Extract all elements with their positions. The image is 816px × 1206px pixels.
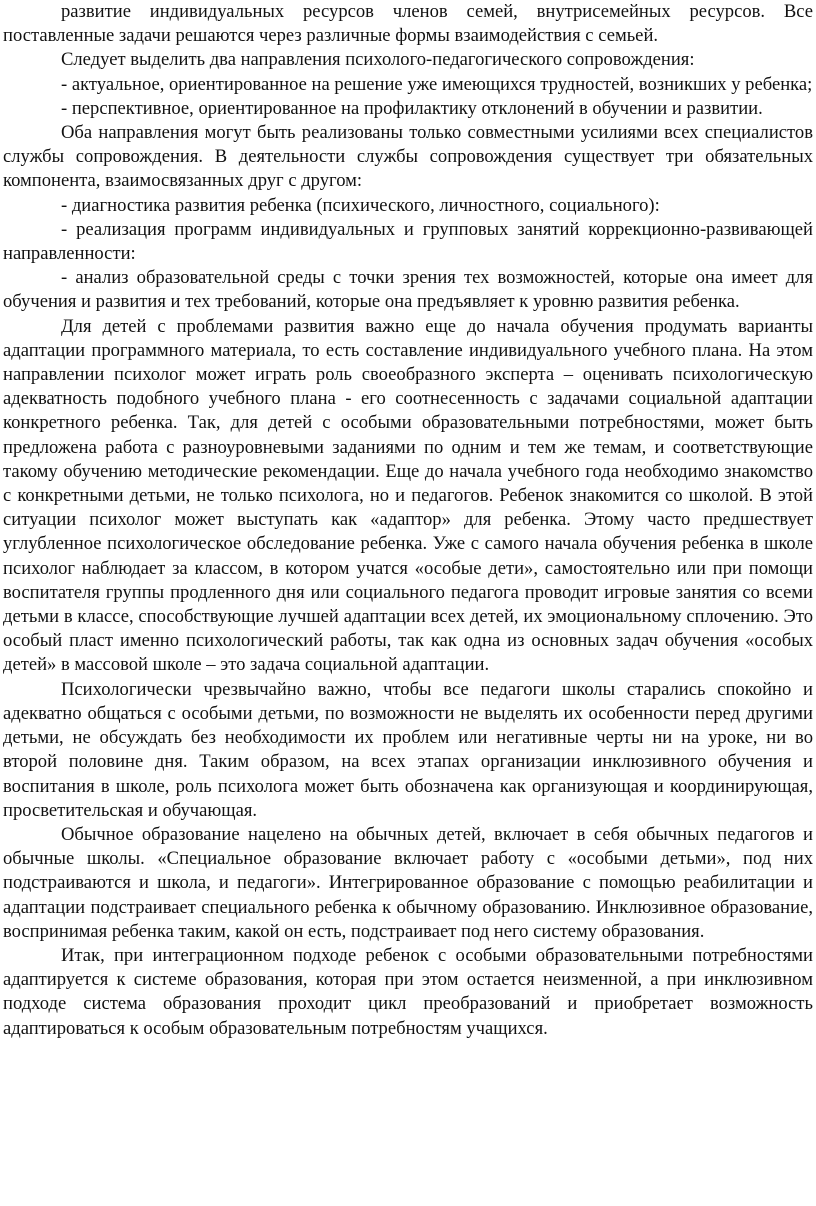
paragraph-12: Итак, при интеграционном подходе ребенок с особыми образовательными потребностями адаптируется к системе образования, которая при этом остается неизменной, а при инклюзивном подходе система образования проходит цикл преобразований и приобретает возможность адаптироваться к особым образовательным потребностям учащихся. (3, 944, 813, 1039)
paragraph-1: развитие индивидуальных ресурсов членов семей, внутрисемейных ресурсов. Все поставленные задачи решаются через различные формы взаимодействия с семьей. (3, 1, 813, 47)
paragraph-6: - диагностика развития ребенка (психического, личностного, социального): (61, 194, 660, 216)
paragraph-3: - актуальное, ориентированное на решение уже имеющихся трудностей, возникших у ребенка; (61, 73, 813, 95)
paragraph-10: Психологически чрезвычайно важно, чтобы все педагоги школы старались спокойно и адекватно общаться с особыми детьми, по возможности не выделять их особенности перед другими детьми, не обсуждать без необходимости их проблем или негативные черты ни на уроке, ни во второй половине дня. Таким образом, на всех этапах организации инклюзивного обучения и воспитания в школе, роль психолога может быть обозначена как организующая и координирующая, просветительская и обучающая. (3, 678, 813, 821)
paragraph-2: Следует выделить два направления психолого-педагогического сопровождения: (61, 49, 695, 71)
paragraph-9: Для детей с проблемами развития важно еще до начала обучения продумать варианты адаптации программного материала, то есть составление индивидуального учебного плана. На этом направлении психолог может играть роль своеобразного эксперта – оценивать психологическую адекватность подобного учебного плана - его соотнесенность с задачами социальной адаптации конкретного ребенка. Так, для детей с особыми образовательными потребностями, может быть предложена работа с разноуровневыми заданиями по одним и тем же темам, и соответствующие такому обучению методические рекомендации. Еще до начала учебного года необходимо знакомство с конкретными детьми, не только психолога, но и педагогов. Ребенок знакомится со школой. В этой ситуации психолог может выступать как «адаптор» для ребенка. Этому часто предшествует углубленное психологическое обследование ребенка. Уже с самого начала обучения ребенка в школе психолог наблюдает за классом, в котором учатся «особые дети», самостоятельно или при помощи воспитателя группы продленного дня или социального педагога проводит игровые занятия со всеми детьми в классе, способствующие лучшей адаптации всех детей, их эмоциональному сплочению. Это особый пласт именно психологический работы, так как одна из основных задач обучения «особых детей» в массовой школе – это задача социальной адаптации. (3, 315, 813, 676)
paragraph-11: Обычное образование нацелено на обычных детей, включает в себя обычных педагогов и обычные школы. «Специальное образование включает работу с «особыми детьми», под них подстраиваются и школа, и педагоги». Интегрированное образование с помощью реабилитации и адаптации подстраивает специального ребенка к обычному образованию. Инклюзивное образование, воспринимая ребенка таким, какой он есть, подстраивает под него систему образования. (3, 823, 813, 942)
paragraph-5: Оба направления могут быть реализованы только совместными усилиями всех специалистов службы сопровождения. В деятельности службы сопровождения существует три обязательных компонента, взаимосвязанных друг с другом: (3, 122, 813, 192)
paragraph-8: - анализ образовательной среды с точки зрения тех возможностей, которые она имеет для обучения и развития и тех требований, которые она предъявляет к уровню развития ребенка. (3, 267, 813, 313)
paragraph-4: - перспективное, ориентированное на профилактику отклонений в обучении и развитии. (61, 97, 763, 119)
paragraph-7: - реализация программ индивидуальных и групповых занятий коррекционно-развивающей направленности: (3, 218, 813, 265)
